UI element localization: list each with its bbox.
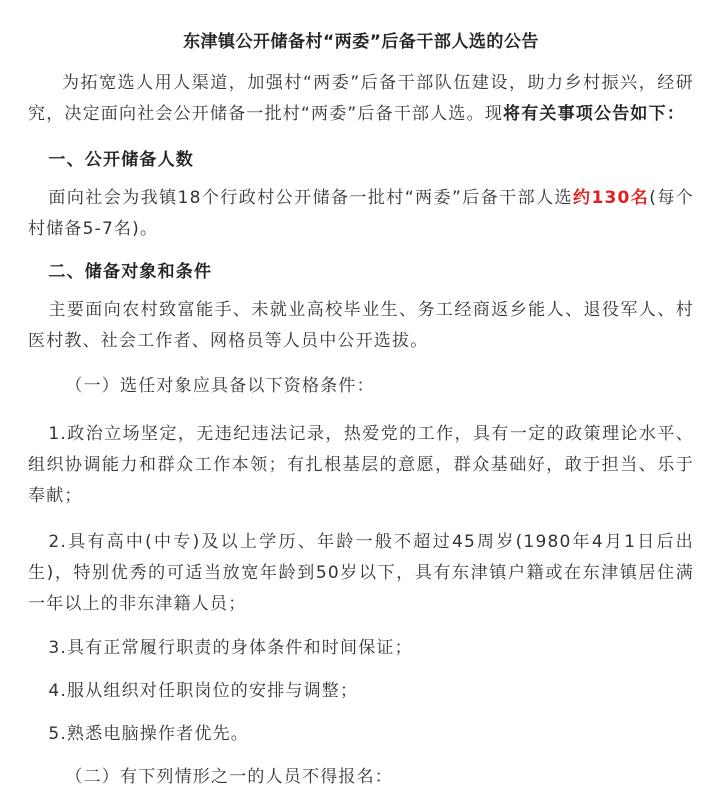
- section-heading-reserve-count: 一、公开储备人数: [48, 150, 194, 170]
- section-heading-targets-conditions: 二、储备对象和条件: [48, 262, 213, 282]
- page-title: 东津镇公开储备村“两委”后备干部人选的公告: [183, 32, 539, 52]
- condition-item-3: 3.具有正常履行职责的身体条件和时间保证；: [48, 638, 413, 658]
- intro-emphasis: 将有关事项公告如下：: [503, 104, 686, 124]
- reserve-count-text: 面向社会为我镇18个行政村公开储备一批村“两委”后备干部人选: [48, 188, 573, 208]
- intro-paragraph: [28, 68, 694, 130]
- condition-item-1: 1.政治立场坚定，无违纪违法记录，热爱党的工作，具有一定的政策理论水平、组织协调能力和群众工作本领；有扎根基层的意愿，群众基础好，敢于担当、乐于奉献；: [28, 424, 694, 506]
- condition-item-5: 5.熟悉电脑操作者优先。: [48, 724, 250, 744]
- condition-item-2: 2.具有高中(中专)及以上学历、年龄一般不超过45周岁(1980年4月1日后出生)，特别优秀的可适当放宽年龄到50岁以下，具有东津镇户籍或在东津镇居住满一年以上的非东津籍人员；: [28, 532, 694, 614]
- reserve-count-highlight: 约130名: [573, 188, 650, 208]
- exclusion-subheading: （二）有下列情形之一的人员不得报名：: [65, 767, 393, 787]
- targets-paragraph: 主要面向农村致富能手、未就业高校毕业生、务工经商返乡能人、退役军人、村医村教、社会工作者、网格员等人员中公开选拔。: [28, 300, 694, 351]
- intro-text: 为拓宽选人用人渠道，加强村“两委”后备干部队伍建设，助力乡村振兴，经研究，决定面向社会公开储备一批村“两委”后备干部人选。现: [28, 73, 694, 124]
- reserve-count-note: (每个村储备5-7名)。: [28, 188, 694, 239]
- qualification-subheading: （一）选任对象应具备以下资格条件：: [65, 376, 375, 396]
- condition-item-4: 4.服从组织对任职岗位的安排与调整；: [48, 681, 359, 701]
- reserve-count-paragraph: [28, 183, 694, 245]
